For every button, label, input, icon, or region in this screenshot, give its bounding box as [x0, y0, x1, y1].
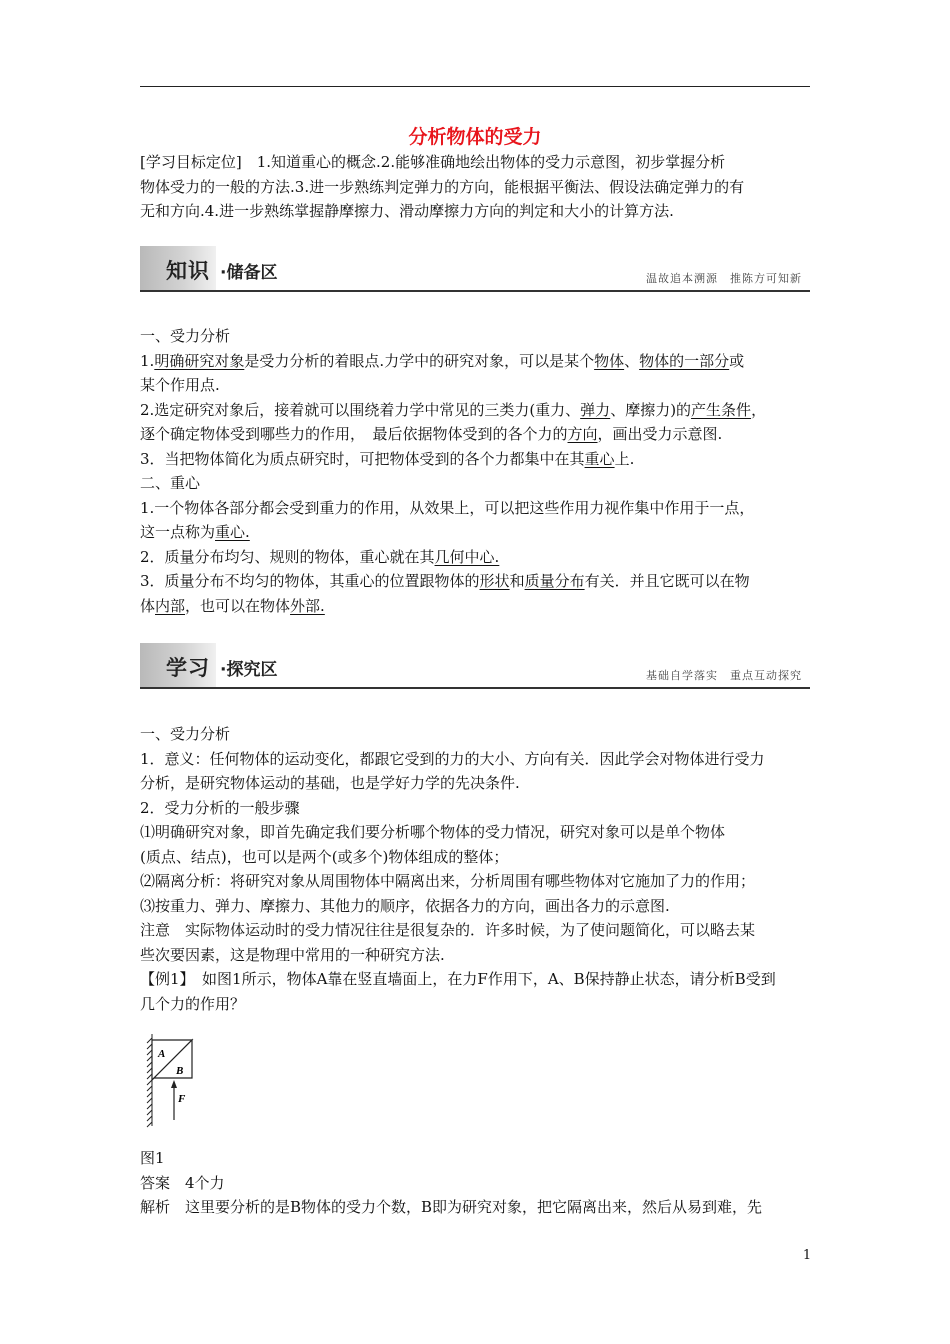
underlined-term: 外部. [290, 596, 325, 615]
label-f: F [178, 1093, 186, 1105]
goals-line: 无和方向.4.进一步熟练掌握静摩擦力、滑动摩擦力方向的判定和大小的计算方法. [140, 202, 674, 220]
text-line: 分析，是研究物体运动的基础，也是学好力学的先决条件. [140, 774, 520, 792]
text-line: 逐个确定物体受到哪些力的作用， 最后依据物体受到的各个力的方向，画出受力示意图. [140, 425, 723, 443]
wall-hatching [147, 1034, 152, 1127]
example-figure [140, 1030, 210, 1128]
underlined-term: 物体 [594, 351, 625, 370]
underlined-term: 明确研究对象 [154, 351, 245, 370]
banner-title: 知识 [166, 259, 210, 283]
section-banner-study [140, 643, 810, 689]
figure-caption: 图1 [140, 1149, 165, 1167]
banner-rule [140, 290, 810, 292]
text-line: 2．质量分布均匀、规则的物体，重心就在其几何中心. [140, 547, 500, 566]
text-line: 3．质量分布不均匀的物体，其重心的位置跟物体的形状和质量分布有关．并且它既可以在物 [140, 572, 750, 590]
underlined-term: 形状 [479, 572, 510, 590]
underlined-term: 质量分布 [524, 572, 585, 590]
underlined-term: 内部 [155, 596, 186, 615]
analysis-line: 解析 这里要分析的是B物体的受力个数，B即为研究对象，把它隔离出来，然后从易到难，先 [140, 1198, 763, 1216]
banner-title: 学习 [166, 656, 210, 680]
text-line: 某个作用点. [140, 376, 220, 394]
text-line: 3．当把物体简化为质点研究时，可把物体受到的各个力都集中在其重心上. [140, 449, 635, 468]
header-rule [140, 86, 810, 87]
goals-line: 物体受力的一般的方法.3.进一步熟练判定弹力的方向，能根据平衡法、假设法确定弹力的有 [140, 177, 745, 196]
underlined-term: 物体的一部分 [639, 351, 730, 370]
text-line: 2.选定研究对象后，接着就可以围绕着力学中常见的三类力(重力、弹力、摩擦力)的产生条件， [140, 400, 767, 419]
label-b: B [176, 1065, 184, 1077]
text-line: 注意 实际物体运动时的受力情况往往是很复杂的．许多时候，为了使问题简化，可以略去某 [140, 921, 756, 939]
text-line: ⑶按重力、弹力、摩擦力、其他力的顺序，依据各力的方向，画出各力的示意图. [140, 896, 670, 915]
knowledge-section [140, 324, 812, 618]
page-title: 分析物体的受力 [408, 126, 542, 148]
section-heading: 一、受力分析 [140, 327, 231, 345]
text-line: 这一点称为重心. [140, 523, 250, 541]
arrow-head [171, 1080, 177, 1088]
banner-motto: 基础自学落实 重点互动探究 [646, 669, 802, 682]
example-question: 【例1】 如图1所示，物体A靠在竖直墙面上，在力F作用下，A、B保持静止状态，请分析B受到 [140, 970, 776, 988]
answer-line: 答案 4个力 [140, 1173, 225, 1192]
example-solution [140, 1146, 812, 1220]
underlined-term: 方向 [567, 425, 598, 443]
underlined-term: 重心 [584, 449, 615, 468]
section-banner-knowledge [140, 246, 810, 292]
text-line: ⑴明确研究对象，即首先确定我们要分析哪个物体的受力情况，研究对象可以是单个物体 [140, 823, 726, 841]
underlined-term: 重心. [215, 523, 250, 541]
banner-rule [140, 687, 810, 689]
page-number: 1 [802, 1248, 812, 1263]
text-line: 体内部，也可以在物体外部. [140, 596, 325, 615]
text-line: (质点、结点)，也可以是两个(或多个)物体组成的整体； [140, 847, 509, 866]
text-line: 些次要因素，这是物理中常用的一种研究方法. [140, 945, 445, 964]
text-line: 1.明确研究对象是受力分析的着眼点.力学中的研究对象，可以是某个物体、物体的一部分或 [140, 351, 745, 370]
study-section [140, 722, 812, 1016]
text-line: 1．意义：任何物体的运动变化，都跟它受到的力的大小、方向有关．因此学会对物体进行受力 [140, 749, 765, 768]
underlined-term: 几何中心. [434, 547, 500, 566]
underlined-term: 弹力 [580, 400, 611, 419]
section-heading: 二、重心 [140, 474, 201, 492]
goals-line: [学习目标定位] 1.知道重心的概念.2.能够准确地绘出物体的受力示意图，初步掌握分析 [140, 153, 726, 171]
learning-goals [140, 150, 812, 224]
banner-subtitle: ·探究区 [220, 660, 278, 680]
example-question: 几个力的作用？ [140, 994, 246, 1013]
text-line: 1.一个物体各部分都会受到重力的作用，从效果上，可以把这些作用力视作集中作用于一点， [140, 498, 755, 517]
label-a: A [158, 1048, 166, 1060]
underlined-term: 产生条件 [691, 400, 752, 419]
text-line: ⑵隔离分析：将研究对象从周围物体中隔离出来，分析周围有哪些物体对它施加了力的作用； [140, 872, 756, 890]
banner-motto: 温故追本溯源 推陈方可知新 [646, 272, 802, 285]
text-line: 2．受力分析的一般步骤 [140, 798, 300, 817]
banner-subtitle: ·储备区 [220, 263, 278, 283]
section-heading: 一、受力分析 [140, 725, 231, 743]
